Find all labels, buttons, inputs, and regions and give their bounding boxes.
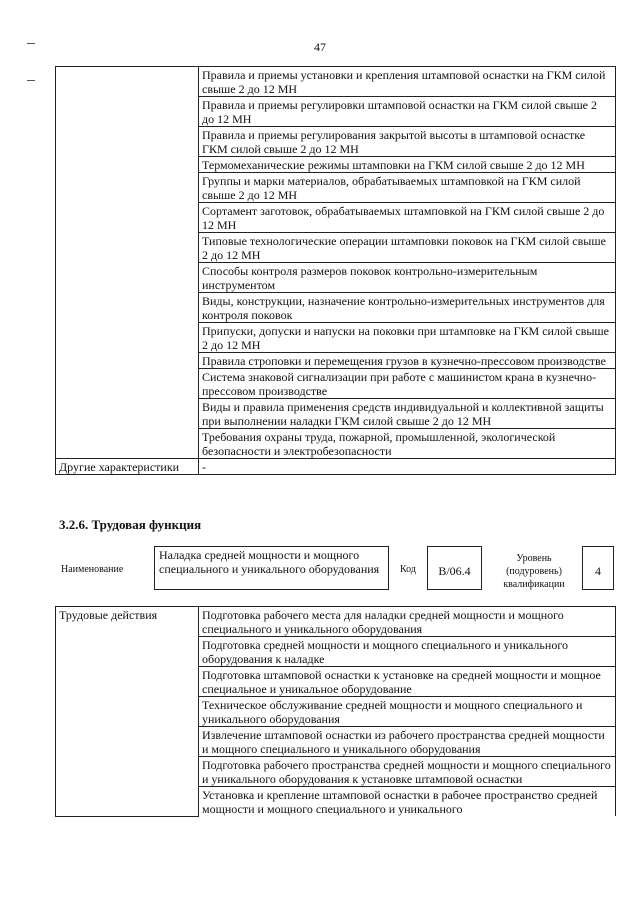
labor-actions-label: Трудовые действия — [56, 607, 199, 817]
table-row: Виды, конструкции, назначение контрольно-измерительных инструментов для контроля поковок — [199, 293, 616, 323]
table-row: Установка и крепление штамповой оснастки в рабочее пространство средней мощности и мощного специального и уникального — [199, 787, 616, 817]
table-row: Подготовка средней мощности и мощного специального и уникального оборудования к наладке — [199, 637, 616, 667]
margin-mark — [27, 43, 35, 44]
table-row: Правила и приемы регулировки штамповой оснастки на ГКМ силой свыше 2 до 12 МН — [199, 97, 616, 127]
table-row: Подготовка рабочего места для наладки средней мощности и мощного специального и уникального оборудования — [199, 607, 616, 637]
code-value: B/06.4 — [427, 546, 482, 590]
name-label: Наименование — [61, 564, 124, 575]
code-label: Код — [400, 564, 416, 575]
function-header — [55, 546, 615, 596]
other-characteristics-value: - — [199, 459, 616, 475]
knowledge-label-cell — [56, 67, 199, 459]
table-row: Правила и приемы регулирования закрытой высоты в штамповой оснастке ГКМ силой свыше 2 до 12 МН — [199, 127, 616, 157]
labor-actions-table — [55, 606, 616, 817]
table-row: Требования охраны труда, пожарной, промышленной, экологической безопасности и электробезопасности — [199, 429, 616, 459]
section-title: 3.2.6. Трудовая функция — [59, 517, 202, 532]
margin-mark — [27, 80, 35, 81]
table-row: Система знаковой сигнализации при работе с машинистом крана в кузнечно-прессовом производстве — [199, 369, 616, 399]
table-row: Группы и марки материалов, обрабатываемых штамповкой на ГКМ силой свыше 2 до 12 МН — [199, 173, 616, 203]
table-row: Припуски, допуски и напуски на поковки при штамповке на ГКМ силой свыше 2 до 12 МН — [199, 323, 616, 353]
table-row: Подготовка рабочего пространства средней мощности и мощного специального и уникального оборудования к установке штамповой оснастки — [199, 757, 616, 787]
page-number: 47 — [314, 40, 326, 54]
table-row: Правила строповки и перемещения грузов в кузнечно-прессовом производстве — [199, 353, 616, 369]
table-row: Подготовка штамповой оснастки к установке на средней мощности и мощное специальное и уникальное оборудование — [199, 667, 616, 697]
qualification-level-label: Уровень (подуровень) квалификации — [503, 553, 565, 590]
table-row: Извлечение штамповой оснастки из рабочего пространства средней мощности и мощного специального и уникального оборудования — [199, 727, 616, 757]
table-row: Способы контроля размеров поковок контрольно-измерительным инструментом — [199, 263, 616, 293]
table-row: Термомеханические режимы штамповки на ГКМ силой свыше 2 до 12 МН — [199, 157, 616, 173]
table-row: Техническое обслуживание средней мощности и мощного специального и уникального оборудования — [199, 697, 616, 727]
other-characteristics-label: Другие характеристики — [56, 459, 199, 475]
table-row: Правила и приемы установки и крепления штамповой оснастки на ГКМ силой свыше 2 до 12 МН — [199, 67, 616, 97]
qualification-level-value: 4 — [582, 546, 614, 590]
name-value: Наладка средней мощности и мощного специального и уникального оборудования — [154, 546, 389, 590]
knowledge-table — [55, 66, 616, 475]
table-row: Типовые технологические операции штамповки поковок на ГКМ силой свыше 2 до 12 МН — [199, 233, 616, 263]
table-row: Сортамент заготовок, обрабатываемых штамповкой на ГКМ силой свыше 2 до 12 МН — [199, 203, 616, 233]
table-row: Виды и правила применения средств индивидуальной и коллективной защиты при выполнении наладки ГКМ силой свыше 2 до 12 МН — [199, 399, 616, 429]
